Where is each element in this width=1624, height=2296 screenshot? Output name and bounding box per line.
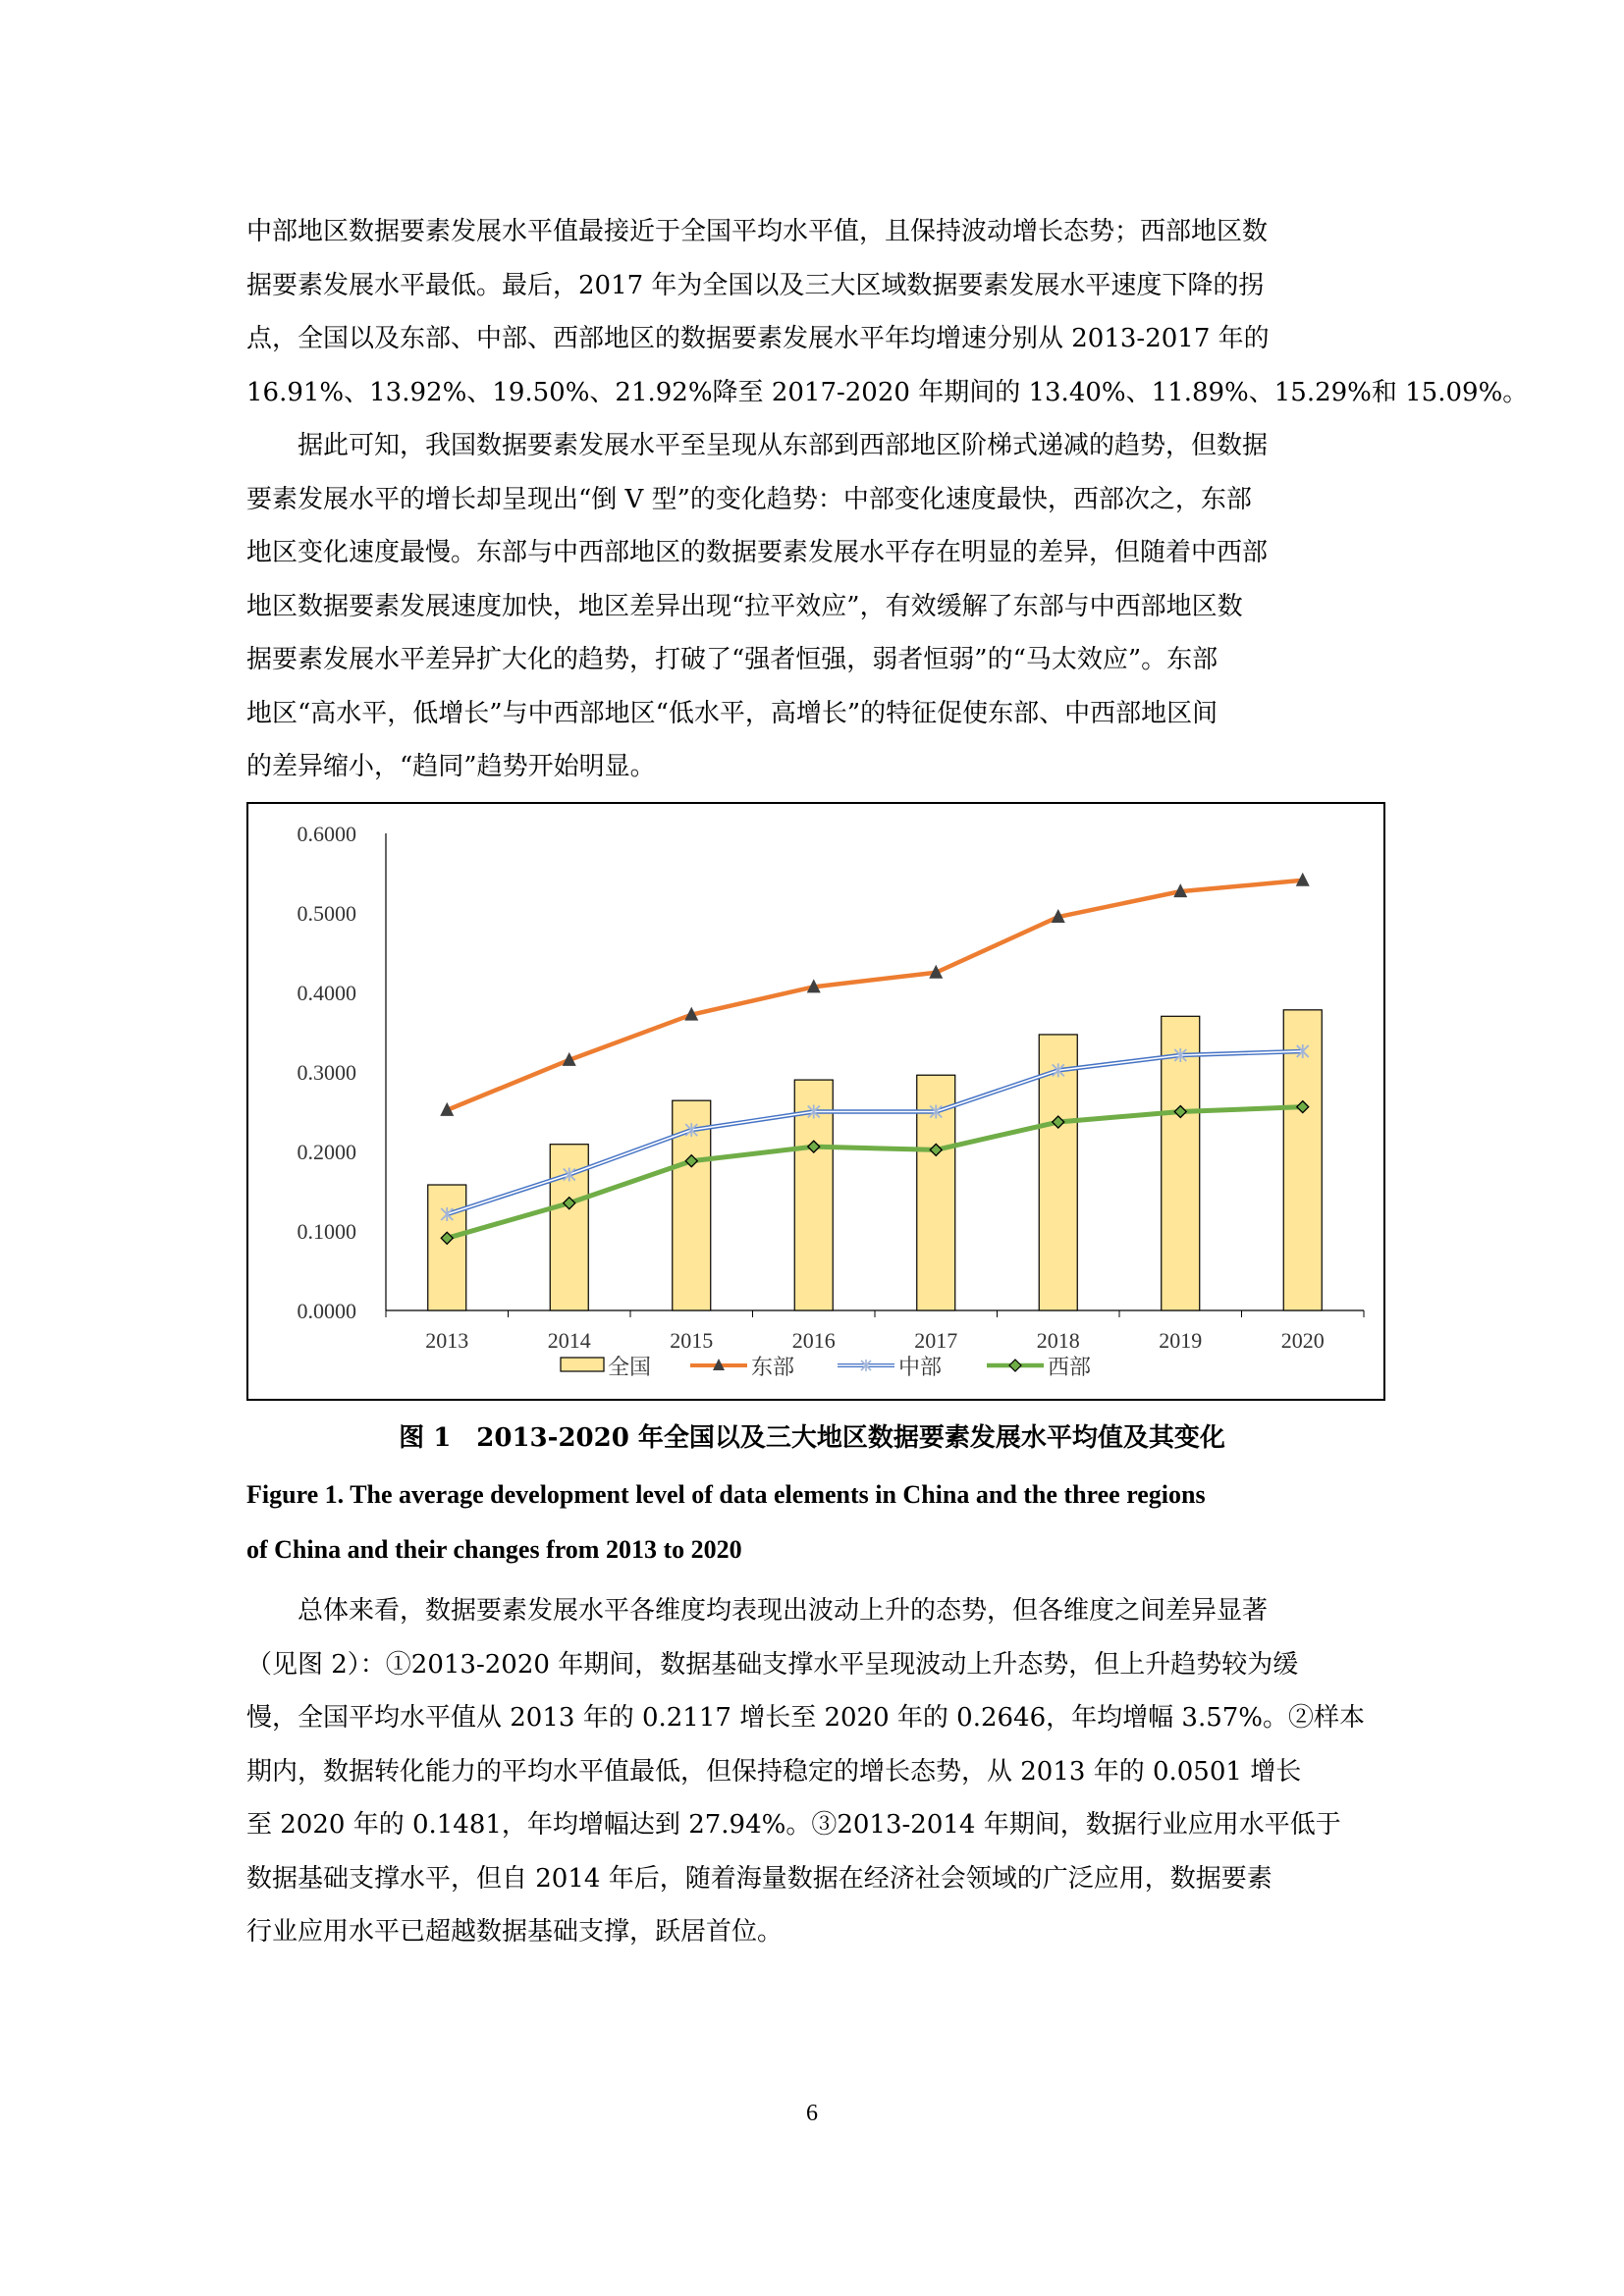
paragraph-line: 要素发展水平的增长却呈现出“倒 V 型”的变化趋势：中部变化速度最快，西部次之，东部	[246, 484, 1252, 514]
x-tick-label: 2018	[1036, 1328, 1080, 1353]
legend-label-national: 全国	[608, 1355, 652, 1379]
y-tick-label: 0.4000	[297, 981, 356, 1005]
paragraph-line: （见图 2）：①2013-2020 年期间，数据基础支撑水平呈现波动上升态势，但上升趋势较为缓	[246, 1649, 1299, 1680]
x-tick-label: 2015	[670, 1328, 714, 1353]
paragraph-line: 中部地区数据要素发展水平值最接近于全国平均水平值，且保持波动增长态势；西部地区数	[246, 217, 1269, 246]
x-tick-label: 2020	[1280, 1328, 1325, 1353]
legend-label-west: 西部	[1048, 1355, 1092, 1379]
y-tick-label: 0.1000	[297, 1219, 356, 1244]
x-tick-label: 2016	[791, 1328, 836, 1353]
paragraph-line: 据要素发展水平差异扩大化的趋势，打破了“强者恒强，弱者恒弱”的“马太效应”。东部	[246, 645, 1218, 674]
chart-svg	[248, 804, 1383, 1399]
paragraph-2	[246, 419, 1385, 794]
page-number: 6	[806, 2101, 818, 2126]
figure-caption-en-line: Figure 1. The average development level of data elements in China and the three regions	[246, 1480, 1206, 1509]
y-tick-label: 0.0000	[297, 1299, 356, 1323]
x-tick-label: 2014	[547, 1328, 591, 1353]
figure-caption-en-line: of China and their changes from 2013 to 2020	[246, 1535, 742, 1564]
y-tick-label: 0.5000	[297, 901, 356, 926]
paragraph-line: 点，全国以及东部、中部、西部地区的数据要素发展水平年均增速分别从 2013-2017 年的	[246, 324, 1270, 353]
paragraph-line: 行业应用水平已超越数据基础支撑，跃居首位。	[246, 1917, 784, 1947]
paragraph-line: 至 2020 年的 0.1481，年均增幅达到 27.94%。③2013-2014 年期间，数据行业应用水平低于	[246, 1810, 1341, 1840]
paragraph-line: 16.91%、13.92%、19.50%、21.92%降至 2017-2020 年期间的 13.40%、11.89%、15.29%和 15.09%。	[246, 377, 1529, 407]
legend-marker-west	[1009, 1360, 1021, 1371]
paragraph-line: 据此可知，我国数据要素发展水平至呈现从东部到西部地区阶梯式递减的趋势，但数据	[298, 431, 1269, 460]
paragraph-line: 的差异缩小，“趋同”趋势开始明显。	[246, 752, 656, 781]
paragraph-1	[246, 205, 1529, 419]
y-tick-label: 0.2000	[297, 1140, 356, 1164]
paragraph-line: 数据基础支撑水平，但自 2014 年后，随着海量数据在经济社会领域的广泛应用，数据要素	[246, 1863, 1272, 1894]
figure-caption-en	[246, 1468, 1385, 1577]
paragraph-line: 慢，全国平均水平值从 2013 年的 0.2117 增长至 2020 年的 0.2646，年均增幅 3.57%。②样本	[246, 1703, 1365, 1733]
paragraph-line: 地区“高水平，低增长”与中西部地区“低水平，高增长”的特征促使东部、中西部地区间	[246, 698, 1218, 728]
figure-1-chart	[246, 802, 1385, 1401]
paragraph-line: 地区数据要素发展速度加快，地区差异出现“拉平效应”，有效缓解了东部与中西部地区数	[246, 591, 1243, 621]
x-tick-label: 2013	[425, 1328, 469, 1353]
legend-swatch-national	[561, 1358, 604, 1371]
figure-caption-cn: 图 1 2013-2020 年全国以及三大地区数据要素发展水平均值及其变化	[399, 1423, 1225, 1453]
legend-label-east: 东部	[751, 1355, 795, 1379]
x-tick-label: 2019	[1159, 1328, 1203, 1353]
paragraph-line: 期内，数据转化能力的平均水平值最低，但保持稳定的增长态势，从 2013 年的 0.0501 增长	[246, 1756, 1302, 1787]
y-tick-label: 0.3000	[297, 1060, 356, 1085]
x-tick-label: 2017	[914, 1328, 958, 1353]
paragraph-3	[246, 1584, 1385, 1959]
paragraph-line: 地区变化速度最慢。东部与中西部地区的数据要素发展水平存在明显的差异，但随着中西部	[246, 538, 1269, 567]
y-tick-label: 0.6000	[297, 822, 356, 846]
paragraph-line: 据要素发展水平最低。最后，2017 年为全国以及三大区域数据要素发展水平速度下降的拐	[246, 270, 1265, 300]
legend-label-central: 中部	[898, 1355, 943, 1379]
paragraph-line: 总体来看，数据要素发展水平各维度均表现出波动上升的态势，但各维度之间差异显著	[298, 1596, 1269, 1626]
bar-national	[428, 1185, 466, 1310]
